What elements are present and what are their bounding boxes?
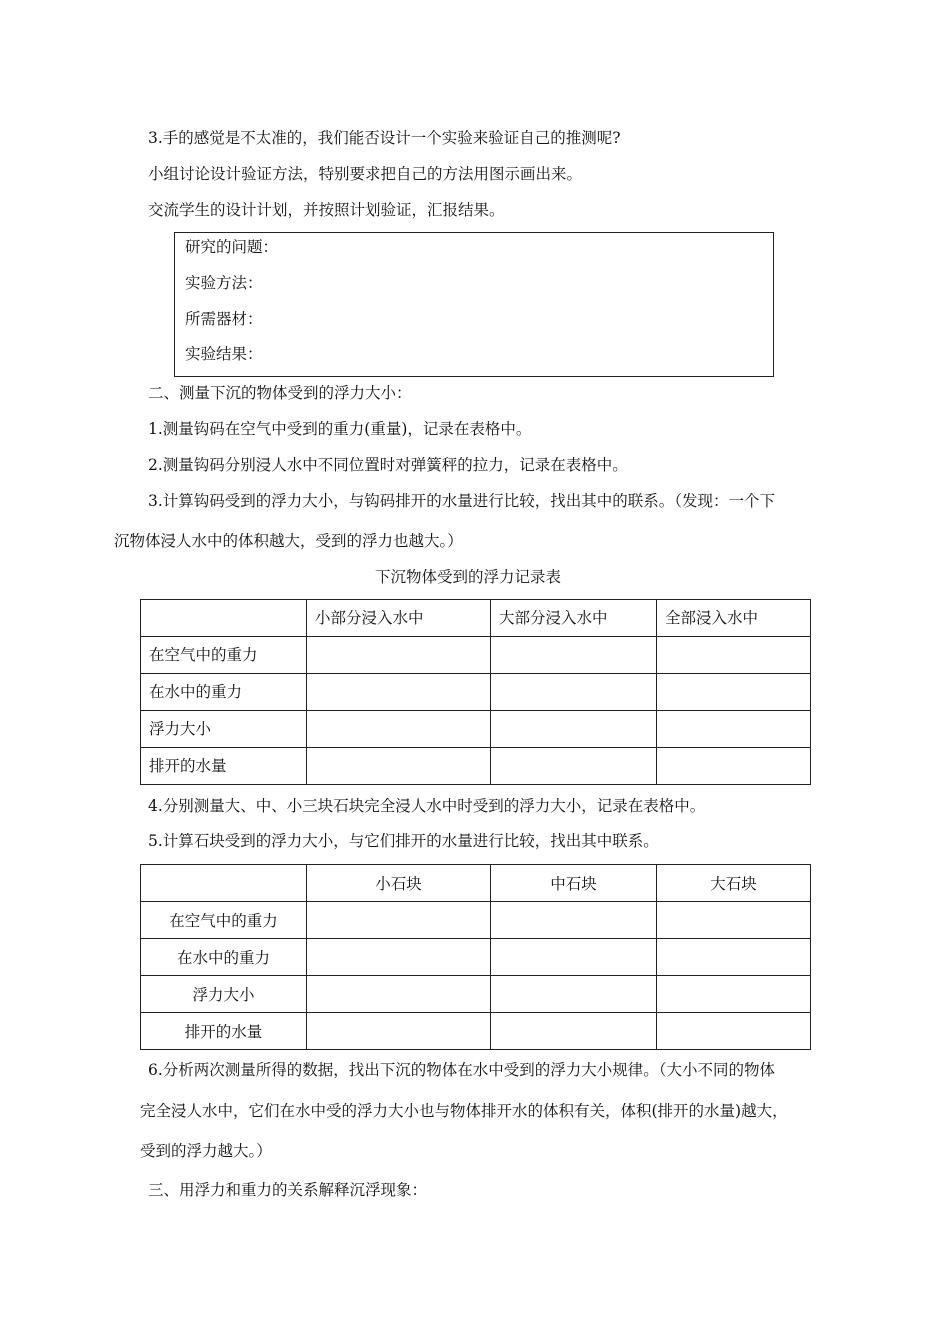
row-label: 在空气中的重力 [141,637,307,674]
step-5: 5.计算石块受到的浮力大小，与它们排开的水量进行比较，找出其中联系。 [148,832,659,850]
step-6-conclusion: 受到的浮力越大。） [140,1142,272,1160]
table-row [141,637,811,674]
table1-caption: 下沉物体受到的浮力记录表 [375,568,562,586]
table-row [141,748,811,785]
section-heading-two: 二、测量下沉的物体受到的浮力大小： [148,384,412,402]
table-cell [491,976,657,1013]
row-label: 浮力大小 [141,976,307,1013]
step-3: 3.计算钩码受到的浮力大小，与钩码排开的水量进行比较，找出其中的联系。（发现：一个下 [148,492,776,510]
table-cell [657,976,811,1013]
plan-results: 实验结果： [185,345,263,363]
table-cell [491,902,657,939]
table-cell [657,902,811,939]
table-row [141,711,811,748]
step-2: 2.测量钩码分别浸人水中不同位置时对弹簧秤的拉力，记录在表格中。 [148,456,628,474]
table-header-cell: 小石块 [307,865,491,902]
table-cell [307,711,491,748]
step-3-continued: 沉物体浸人水中的体积越大，受到的浮力也越大。） [114,532,463,550]
table-row [141,902,811,939]
table-row [141,939,811,976]
table-header-cell: 全部浸入水中 [657,600,811,637]
table-header-cell: 大石块 [657,865,811,902]
row-label: 浮力大小 [141,711,307,748]
paragraph-hand-feeling: 3.手的感觉是不太准的，我们能否设计一个实验来验证自己的推测呢? [148,129,621,147]
plan-research-question: 研究的问题： [185,238,279,256]
table-cell [307,1013,491,1050]
step-6-continued: 完全浸人水中，它们在水中受的浮力大小也与物体排开水的体积有关，体积(排开的水量)越大， [140,1102,788,1120]
table-cell [657,637,811,674]
table-header-cell: 大部分浸入水中 [491,600,657,637]
table-cell [307,902,491,939]
plan-materials: 所需器材： [185,310,263,328]
step-1: 1.测量钩码在空气中受到的重力(重量)，记录在表格中。 [148,420,532,438]
row-label: 在水中的重力 [141,939,307,976]
table-header-cell: 小部分浸入水中 [307,600,491,637]
experiment-plan-box [174,232,774,377]
table-cell [307,674,491,711]
row-label: 在空气中的重力 [141,902,307,939]
sinking-object-buoyancy-table [140,599,811,785]
table-cell [491,748,657,785]
table-cell [307,637,491,674]
table-row [141,600,811,637]
table-cell [657,1013,811,1050]
table-cell [307,748,491,785]
row-label: 在水中的重力 [141,674,307,711]
table-cell [491,1013,657,1050]
table-row [141,976,811,1013]
paragraph-exchange-plans: 交流学生的设计计划，并按照计划验证，汇报结果。 [148,201,505,219]
table-row [141,865,811,902]
table-header-cell [141,865,307,902]
table-cell [657,674,811,711]
table-cell [657,939,811,976]
stone-buoyancy-table [140,864,811,1050]
table-cell [657,711,811,748]
table-row [141,674,811,711]
table-cell [491,711,657,748]
row-label: 排开的水量 [141,748,307,785]
step-6: 6.分析两次测量所得的数据，找出下沉的物体在水中受到的浮力大小规律。（大小不同的物体 [148,1061,776,1079]
table-cell [307,976,491,1013]
table-cell [491,637,657,674]
table-cell [307,939,491,976]
section-heading-three: 三、用浮力和重力的关系解释沉浮现象： [148,1181,428,1199]
table-cell [657,748,811,785]
table-cell [491,939,657,976]
paragraph-group-discussion: 小组讨论设计验证方法，特别要求把自己的方法用图示画出来。 [148,165,583,183]
table-cell [491,674,657,711]
row-label: 排开的水量 [141,1013,307,1050]
step-4: 4.分别测量大、中、小三块石块完全浸人水中时受到的浮力大小，记录在表格中。 [148,797,706,815]
table-header-cell: 中石块 [491,865,657,902]
table-row [141,1013,811,1050]
table-header-cell [141,600,307,637]
plan-method: 实验方法： [185,274,263,292]
